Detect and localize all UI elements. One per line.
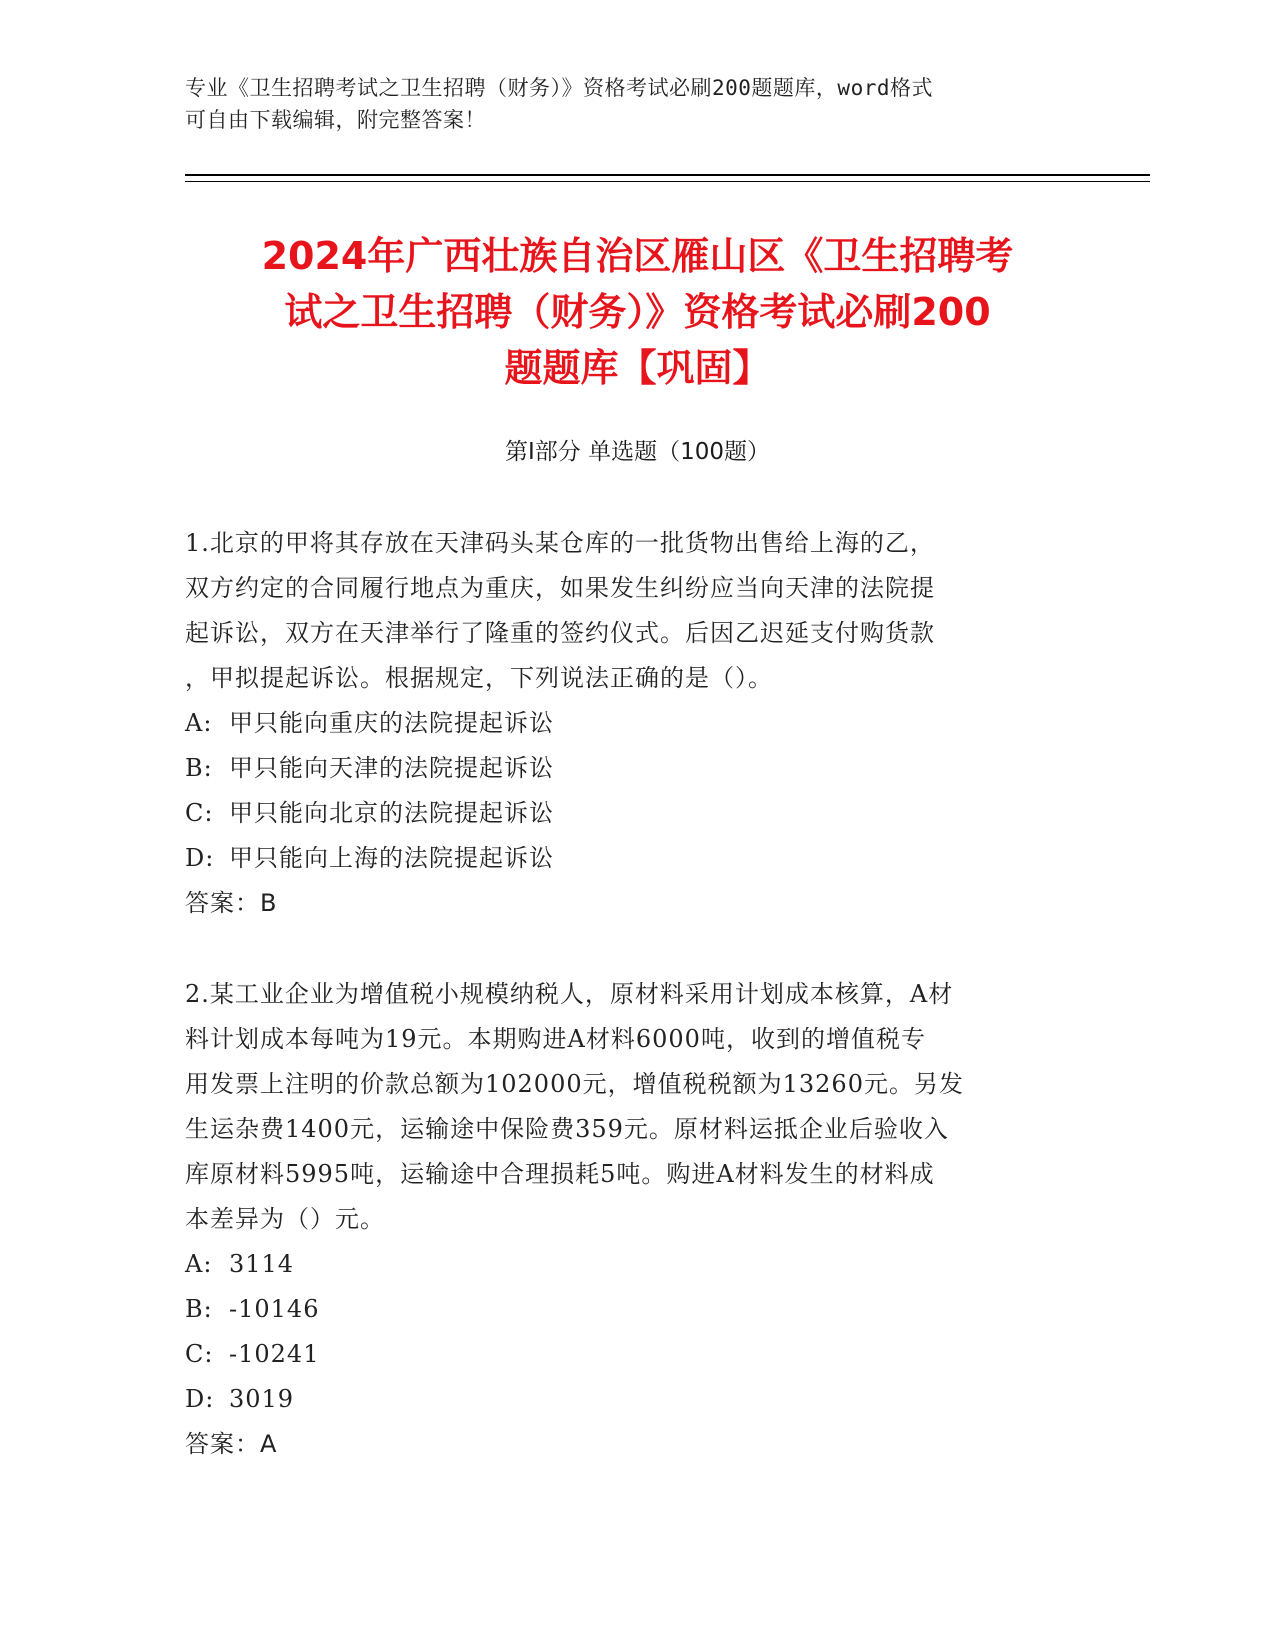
option-c xyxy=(185,791,1080,836)
option-c xyxy=(185,1332,1080,1377)
option-key: C: xyxy=(185,799,214,827)
question-text-line: 料计划成本每吨为19元。本期购进A材料6000吨，收到的增值税专 xyxy=(185,1025,926,1053)
title-line: 题题库【巩固】 xyxy=(504,346,771,390)
option-d xyxy=(185,1377,1080,1422)
option-text: 3114 xyxy=(229,1250,295,1278)
option-text: 3019 xyxy=(229,1385,295,1413)
option-text: -10241 xyxy=(229,1340,320,1368)
option-a xyxy=(185,701,1080,746)
question-2 xyxy=(185,972,1080,1467)
question-1 xyxy=(185,521,1080,926)
question-text-line: 2.某工业企业为增值税小规模纳税人，原材料采用计划成本核算，A材 xyxy=(185,980,954,1008)
header-divider-thin xyxy=(185,181,1150,182)
option-d xyxy=(185,836,1080,881)
option-key: B: xyxy=(185,1295,213,1323)
header-divider-thick xyxy=(185,174,1150,176)
option-key: A: xyxy=(185,1250,213,1278)
option-text: 甲只能向重庆的法院提起诉讼 xyxy=(229,709,554,737)
section-heading: 第Ⅰ部分 单选题（100题） xyxy=(505,439,770,465)
question-text-line: 双方约定的合同履行地点为重庆，如果发生纠纷应当向天津的法院提 xyxy=(185,574,935,602)
option-key: A: xyxy=(185,709,213,737)
option-key: D: xyxy=(185,1385,215,1413)
question-text-line: 起诉讼，双方在天津举行了隆重的签约仪式。后因乙迟延支付购货款 xyxy=(185,619,935,647)
header-note-line: 可自由下载编辑，附完整答案！ xyxy=(185,108,486,132)
question-text-line: 用发票上注明的价款总额为102000元，增值税税额为13260元。另发 xyxy=(185,1070,964,1098)
question-text-line: ，甲拟提起诉讼。根据规定，下列说法正确的是（）。 xyxy=(185,664,773,692)
question-text-line: 生运杂费1400元，运输途中保险费359元。原材料运抵企业后验收入 xyxy=(185,1115,949,1143)
option-text: 甲只能向天津的法院提起诉讼 xyxy=(229,754,554,782)
option-key: C: xyxy=(185,1340,214,1368)
header-note-line: 专业《卫生招聘考试之卫生招聘（财务）》资格考试必刷200题题库，word格式 xyxy=(185,76,933,100)
option-text: 甲只能向北京的法院提起诉讼 xyxy=(229,799,554,827)
option-key: B: xyxy=(185,754,213,782)
answer: 答案：B xyxy=(185,889,278,917)
question-text-line: 本差异为（）元。 xyxy=(185,1205,385,1233)
option-b xyxy=(185,1287,1080,1332)
question-text-line: 1.北京的甲将其存放在天津码头某仓库的一批货物出售给上海的乙， xyxy=(185,529,935,557)
answer: 答案：A xyxy=(185,1430,278,1458)
option-text: -10146 xyxy=(229,1295,320,1323)
option-b xyxy=(185,746,1080,791)
option-key: D: xyxy=(185,844,215,872)
document-title xyxy=(185,228,1090,396)
option-a xyxy=(185,1242,1080,1287)
question-text-line: 库原材料5995吨，运输途中合理损耗5吨。购进A材料发生的材料成 xyxy=(185,1160,935,1188)
option-text: 甲只能向上海的法院提起诉讼 xyxy=(229,844,554,872)
header-note xyxy=(185,72,1085,136)
title-line: 试之卫生招聘（财务）》资格考试必刷200 xyxy=(284,290,991,334)
title-line: 2024年广西壮族自治区雁山区《卫生招聘考 xyxy=(261,234,1014,278)
